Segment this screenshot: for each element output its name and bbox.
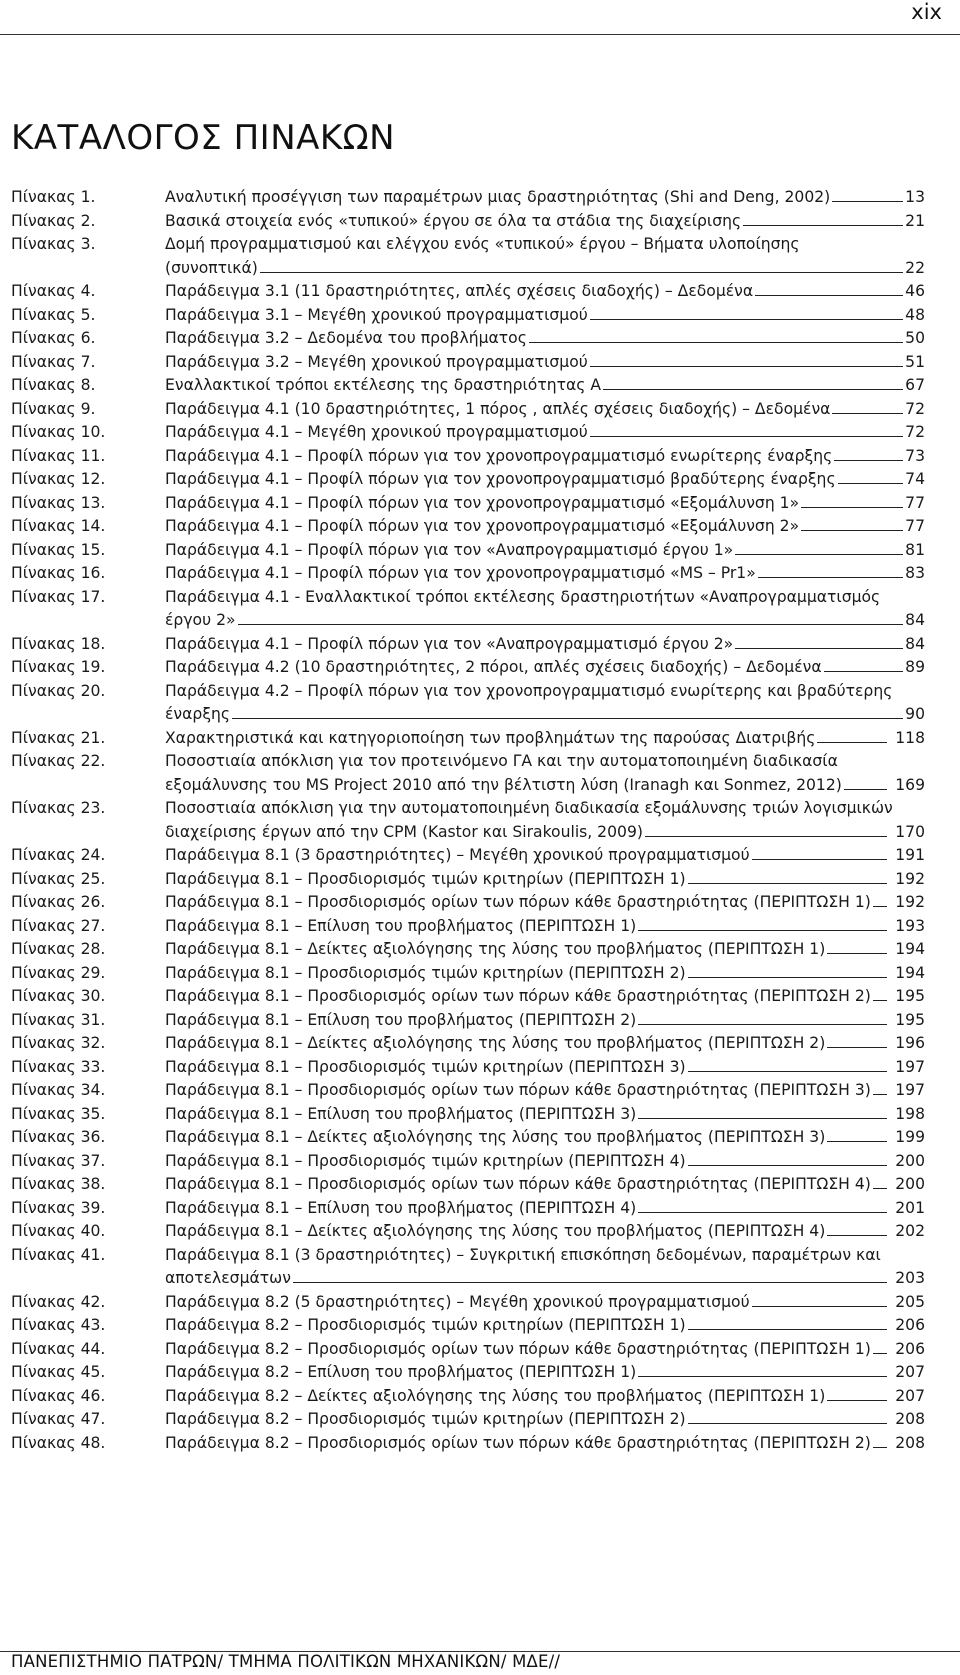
toc-entry[interactable] bbox=[11, 1361, 925, 1385]
toc-entry-title: Αναλυτική προσέγγιση των παραμέτρων μιας δραστηριότητας (Shi and Deng, 2002) bbox=[165, 188, 831, 206]
toc-entry-label: Πίνακας 39. bbox=[11, 1198, 106, 1217]
toc-leader-line bbox=[827, 1126, 887, 1142]
toc-entry-label: Πίνακας 20. bbox=[11, 681, 106, 700]
toc-leader-line bbox=[838, 468, 904, 484]
toc-leader-line bbox=[743, 210, 903, 226]
toc-entry[interactable] bbox=[11, 210, 925, 234]
toc-entry-label: Πίνακας 43. bbox=[11, 1316, 106, 1334]
toc-entry-label: Πίνακας 15. bbox=[11, 540, 106, 559]
toc-entry-title: Παράδειγμα 8.2 – Προσδιορισμός τιμών κριτηρίων (ΠΕΡΙΠΤΩΣΗ 2) bbox=[165, 1410, 686, 1428]
toc-entry-title: Παράδειγμα 8.1 (3 δραστηριότητες) – Μεγέθη χρονικού προγραμματισμού bbox=[165, 846, 750, 864]
toc-entry-page: 118 bbox=[895, 728, 925, 747]
toc-leader-line bbox=[758, 562, 903, 578]
toc-entry-title: Παράδειγμα 8.1 – Επίλυση του προβλήματος (ΠΕΡΙΠΤΩΣΗ 2) bbox=[165, 1010, 637, 1029]
toc-entry-page: 195 bbox=[895, 987, 925, 1005]
toc-entry[interactable] bbox=[11, 562, 925, 586]
toc-entry-title: Παράδειγμα 8.1 – Δείκτες αξιολόγησης της λύσης του προβλήματος (ΠΕΡΙΠΤΩΣΗ 1) bbox=[165, 940, 826, 958]
toc-entry-label: Πίνακας 23. bbox=[11, 799, 106, 817]
toc-entry-title: Παράδειγμα 4.1 – Μεγέθη χρονικού προγραμματισμού bbox=[165, 423, 588, 441]
toc-entry-title: Παράδειγμα 8.1 – Προσδιορισμός ορίων των πόρων κάθε δραστηριότητας (ΠΕΡΙΠΤΩΣΗ 1) bbox=[165, 893, 871, 911]
toc-entry-label: Πίνακας 4. bbox=[11, 282, 96, 300]
toc-leader-line bbox=[293, 1267, 887, 1283]
toc-entry-label: Πίνακας 46. bbox=[11, 1386, 106, 1405]
toc-entry[interactable] bbox=[11, 492, 925, 516]
toc-entry-title: Παράδειγμα 3.2 – Μεγέθη χρονικού προγραμματισμού bbox=[165, 352, 588, 371]
page-number: xix bbox=[911, 0, 942, 24]
toc-entry[interactable] bbox=[11, 1338, 925, 1362]
toc-leader-line bbox=[827, 1220, 887, 1236]
toc-entry-label: Πίνακας 40. bbox=[11, 1222, 106, 1240]
toc-entry-label: Πίνακας 42. bbox=[11, 1292, 106, 1311]
toc-entry-page: 193 bbox=[895, 916, 925, 935]
toc-entry-page: 199 bbox=[895, 1128, 925, 1146]
toc-entry-title-cont: διαχείρισης έργων από την CPM (Kastor και Sirakoulis, 2009) bbox=[165, 822, 643, 841]
toc-entry[interactable] bbox=[11, 1079, 925, 1103]
toc-leader-line bbox=[755, 280, 903, 296]
toc-entry-page: 48 bbox=[905, 305, 925, 324]
toc-entry-label: Πίνακας 2. bbox=[11, 211, 96, 230]
toc-entry-label: Πίνακας 44. bbox=[11, 1339, 106, 1358]
toc-entry-title: Παράδειγμα 8.1 – Δείκτες αξιολόγησης της λύσης του προβλήματος (ΠΕΡΙΠΤΩΣΗ 4) bbox=[165, 1222, 826, 1240]
toc-entry-label: Πίνακας 14. bbox=[11, 517, 106, 535]
toc-entry-title: Παράδειγμα 8.2 – Προσδιορισμός τιμών κριτηρίων (ΠΕΡΙΠΤΩΣΗ 1) bbox=[165, 1316, 686, 1334]
toc-entry[interactable] bbox=[11, 938, 925, 962]
toc-entry[interactable] bbox=[11, 1432, 925, 1456]
toc-entry[interactable] bbox=[11, 374, 925, 398]
toc-entry-page: 192 bbox=[895, 869, 925, 888]
toc-entry[interactable] bbox=[11, 304, 925, 328]
toc-leader-line bbox=[801, 492, 903, 508]
toc-entry-page: 205 bbox=[895, 1292, 925, 1311]
page-title: ΚΑΤΑΛΟΓΟΣ ΠΙΝΑΚΩΝ bbox=[11, 118, 396, 158]
toc-entry-page: 202 bbox=[895, 1222, 925, 1240]
toc-entry-title: Παράδειγμα 8.2 – Επίλυση του προβλήματος (ΠΕΡΙΠΤΩΣΗ 1) bbox=[165, 1363, 637, 1381]
toc-leader-line bbox=[873, 1338, 887, 1354]
toc-leader-line bbox=[590, 421, 903, 437]
toc-entry-title: Παράδειγμα 4.1 – Προφίλ πόρων για τον χρονοπρογραμματισμό «Εξομάλυνση 2» bbox=[165, 517, 800, 535]
toc-entry-title: Παράδειγμα 8.1 – Επίλυση του προβλήματος (ΠΕΡΙΠΤΩΣΗ 1) bbox=[165, 916, 637, 935]
toc-entry-page: 195 bbox=[895, 1010, 925, 1029]
toc-entry-title: Παράδειγμα 8.1 – Επίλυση του προβλήματος (ΠΕΡΙΠΤΩΣΗ 4) bbox=[165, 1198, 637, 1217]
toc-entry[interactable] bbox=[11, 727, 925, 751]
toc-leader-line bbox=[735, 633, 903, 649]
toc-entry[interactable] bbox=[11, 1173, 925, 1197]
toc-leader-line bbox=[590, 351, 903, 367]
toc-entry-page: 197 bbox=[895, 1057, 925, 1076]
toc-entry-page: 13 bbox=[905, 188, 925, 206]
toc-leader-line bbox=[688, 962, 888, 978]
toc-entry-label: Πίνακας 16. bbox=[11, 564, 106, 582]
toc-entry-title: Παράδειγμα 4.1 – Προφίλ πόρων για τον χρονοπρογραμματισμό ενωρίτερης έναρξης bbox=[165, 446, 833, 465]
toc-entry-page: 194 bbox=[895, 940, 925, 958]
toc-entry[interactable] bbox=[11, 233, 925, 280]
toc-entry-label: Πίνακας 5. bbox=[11, 305, 96, 324]
toc-entry[interactable] bbox=[11, 421, 925, 445]
toc-leader-line bbox=[638, 1009, 887, 1025]
toc-entry-label: Πίνακας 35. bbox=[11, 1104, 106, 1123]
toc-entry-label: Πίνακας 25. bbox=[11, 869, 106, 888]
toc-entry[interactable] bbox=[11, 633, 925, 657]
toc-entry-label: Πίνακας 19. bbox=[11, 658, 106, 676]
toc-entry-label: Πίνακας 8. bbox=[11, 376, 96, 394]
toc-entry-title: Παράδειγμα 4.2 (10 δραστηριότητες, 2 πόροι, απλές σχέσεις διαδοχής) – Δεδομένα bbox=[165, 658, 822, 676]
toc-entry-title: Παράδειγμα 8.2 – Προσδιορισμός ορίων των πόρων κάθε δραστηριότητας (ΠΕΡΙΠΤΩΣΗ 1) bbox=[165, 1339, 871, 1358]
toc-entry-label: Πίνακας 37. bbox=[11, 1151, 106, 1170]
toc-entry-page: 194 bbox=[895, 963, 925, 982]
toc-entry[interactable] bbox=[11, 468, 925, 492]
toc-entry-title: Παράδειγμα 8.1 – Επίλυση του προβλήματος (ΠΕΡΙΠΤΩΣΗ 3) bbox=[165, 1104, 637, 1123]
toc-entry[interactable] bbox=[11, 186, 925, 210]
toc-entry[interactable] bbox=[11, 351, 925, 375]
toc-entry-page: 207 bbox=[895, 1363, 925, 1381]
toc-entry-page: 169 bbox=[895, 775, 925, 794]
toc-leader-line bbox=[603, 374, 903, 390]
toc-entry-title: Παράδειγμα 8.1 – Προσδιορισμός ορίων των πόρων κάθε δραστηριότητας (ΠΕΡΙΠΤΩΣΗ 3) bbox=[165, 1081, 871, 1099]
toc-entry[interactable] bbox=[11, 1126, 925, 1150]
toc-entry[interactable] bbox=[11, 750, 925, 797]
toc-entry-label: Πίνακας 7. bbox=[11, 352, 96, 371]
toc-entry-page: 74 bbox=[905, 470, 925, 488]
toc-entry-label: Πίνακας 17. bbox=[11, 587, 106, 606]
toc-entry-title: Παράδειγμα 8.1 – Προσδιορισμός τιμών κριτηρίων (ΠΕΡΙΠΤΩΣΗ 1) bbox=[165, 869, 686, 888]
toc-entry-label: Πίνακας 21. bbox=[11, 728, 106, 747]
toc-entry-title: Παράδειγμα 4.2 – Προφίλ πόρων για τον χρονοπρογραμματισμό ενωρίτερης και βραδύτερης bbox=[165, 681, 893, 700]
toc-entry-label: Πίνακας 31. bbox=[11, 1010, 106, 1029]
footer-text: ΠΑΝΕΠΙΣΤΗΜΙΟ ΠΑΤΡΩΝ/ ΤΜΗΜΑ ΠΟΛΙΤΙΚΩΝ ΜΗΧΑΝΙΚΩΝ/ ΜΔΕ// bbox=[11, 1652, 561, 1671]
toc-leader-line bbox=[817, 727, 887, 743]
toc-entry-label: Πίνακας 28. bbox=[11, 940, 106, 958]
toc-entry-title: Ποσοστιαία απόκλιση για την αυτοματοποιημένη διαδικασία εξομάλυνσης τριών λογισμικών bbox=[165, 799, 893, 817]
toc-entry-title: Δομή προγραμματισμού και ελέγχου ενός «τυπικού» έργου – Βήματα υλοποίησης bbox=[165, 235, 800, 253]
toc-entry-title-cont: (συνοπτικά) bbox=[165, 258, 258, 277]
toc-entry[interactable] bbox=[11, 1408, 925, 1432]
toc-entry-title-cont: αποτελεσμάτων bbox=[165, 1269, 291, 1287]
toc-entry[interactable] bbox=[11, 680, 925, 727]
toc-entry-title: Παράδειγμα 8.2 (5 δραστηριότητες) – Μεγέθη χρονικού προγραμματισμού bbox=[165, 1292, 750, 1311]
toc-entry-page: 81 bbox=[905, 540, 925, 559]
toc-entry-title-cont: έναρξης bbox=[165, 705, 231, 723]
toc-leader-line bbox=[638, 1361, 887, 1377]
toc-entry-page: 67 bbox=[905, 376, 925, 394]
toc-entry-page: 208 bbox=[895, 1410, 925, 1428]
toc-leader-line bbox=[827, 938, 887, 954]
toc-entry-page: 203 bbox=[895, 1269, 925, 1287]
toc-entry-label: Πίνακας 36. bbox=[11, 1128, 106, 1146]
toc-entry-title: Παράδειγμα 8.1 – Προσδιορισμός ορίων των πόρων κάθε δραστηριότητας (ΠΕΡΙΠΤΩΣΗ 4) bbox=[165, 1175, 871, 1193]
toc-entry-title: Παράδειγμα 8.2 – Προσδιορισμός ορίων των πόρων κάθε δραστηριότητας (ΠΕΡΙΠΤΩΣΗ 2) bbox=[165, 1433, 871, 1452]
toc-leader-line bbox=[873, 1079, 887, 1095]
toc-entry-title: Παράδειγμα 8.1 – Δείκτες αξιολόγησης της λύσης του προβλήματος (ΠΕΡΙΠΤΩΣΗ 3) bbox=[165, 1128, 826, 1146]
toc-leader-line bbox=[645, 821, 887, 837]
toc-entry-page: 170 bbox=[895, 822, 925, 841]
toc-entry[interactable] bbox=[11, 280, 925, 304]
toc-entry-label: Πίνακας 47. bbox=[11, 1410, 106, 1428]
toc-entry-label: Πίνακας 3. bbox=[11, 235, 96, 253]
toc-entry-page: 198 bbox=[895, 1104, 925, 1123]
toc-entry[interactable] bbox=[11, 844, 925, 868]
toc-entry-page: 206 bbox=[895, 1339, 925, 1358]
toc-entry[interactable] bbox=[11, 445, 925, 469]
toc-entry[interactable] bbox=[11, 868, 925, 892]
toc-entry[interactable] bbox=[11, 398, 925, 422]
toc-entry-title: Ποσοστιαία απόκλιση για τον προτεινόμενο ΓΑ και την αυτοματοποιημένη διαδικασία bbox=[165, 752, 838, 770]
toc-entry-label: Πίνακας 12. bbox=[11, 470, 106, 488]
toc-leader-line bbox=[529, 327, 903, 343]
toc-entry[interactable] bbox=[11, 915, 925, 939]
toc-leader-line bbox=[260, 257, 903, 273]
toc-leader-line bbox=[873, 891, 887, 907]
toc-entry-page: 83 bbox=[905, 564, 925, 582]
toc-entry-title: Παράδειγμα 4.1 – Προφίλ πόρων για τον «Αναπρογραμματισμό έργου 1» bbox=[165, 540, 734, 559]
toc-leader-line bbox=[844, 774, 887, 790]
toc-entry-label: Πίνακας 18. bbox=[11, 634, 106, 653]
toc-entry-title: Παράδειγμα 3.1 – Μεγέθη χρονικού προγραμματισμού bbox=[165, 305, 588, 324]
toc-entry-title: Παράδειγμα 8.1 – Προσδιορισμός ορίων των πόρων κάθε δραστηριότητας (ΠΕΡΙΠΤΩΣΗ 2) bbox=[165, 987, 871, 1005]
toc-entry-label: Πίνακας 24. bbox=[11, 846, 106, 864]
toc-entry-page: 196 bbox=[895, 1034, 925, 1052]
toc-entry-label: Πίνακας 45. bbox=[11, 1363, 106, 1381]
toc-entry-page: 46 bbox=[905, 282, 925, 300]
toc-leader-line bbox=[873, 1173, 887, 1189]
toc-entry-title: Παράδειγμα 3.2 – Δεδομένα του προβλήματος bbox=[165, 329, 527, 347]
toc-entry[interactable] bbox=[11, 515, 925, 539]
toc-entry-title: Παράδειγμα 8.1 (3 δραστηριότητες) – Συγκριτική επισκόπηση δεδομένων, παραμέτρων και bbox=[165, 1245, 881, 1264]
toc-entry[interactable] bbox=[11, 539, 925, 563]
toc-leader-line bbox=[688, 868, 888, 884]
toc-leader-line bbox=[824, 656, 904, 672]
toc-entry-label: Πίνακας 41. bbox=[11, 1245, 106, 1264]
toc-leader-line bbox=[832, 186, 903, 202]
toc-entry-label: Πίνακας 11. bbox=[11, 446, 106, 465]
toc-entry-label: Πίνακας 48. bbox=[11, 1433, 106, 1452]
toc-leader-line bbox=[688, 1056, 888, 1072]
toc-entry[interactable] bbox=[11, 985, 925, 1009]
toc-leader-line bbox=[752, 844, 888, 860]
toc-entry[interactable] bbox=[11, 327, 925, 351]
toc-leader-line bbox=[827, 1385, 887, 1401]
toc-leader-line bbox=[638, 915, 887, 931]
toc-entry-title: Εναλλακτικοί τρόποι εκτέλεσης της δραστηριότητας Α bbox=[165, 376, 602, 394]
toc-entry-label: Πίνακας 10. bbox=[11, 423, 106, 441]
toc-entry[interactable] bbox=[11, 1314, 925, 1338]
toc-entry-title: Παράδειγμα 4.1 – Προφίλ πόρων για τον «Αναπρογραμματισμό έργου 2» bbox=[165, 634, 734, 653]
toc-entry[interactable] bbox=[11, 586, 925, 633]
toc-entry[interactable] bbox=[11, 1291, 925, 1315]
toc-entry-title: Παράδειγμα 4.1 - Εναλλακτικοί τρόποι εκτέλεσης δραστηριοτήτων «Αναπρογραμματισμός bbox=[165, 587, 881, 606]
toc-leader-line bbox=[873, 1432, 887, 1448]
toc-leader-line bbox=[232, 703, 903, 719]
toc-entry[interactable] bbox=[11, 1244, 925, 1291]
toc-entry-page: 51 bbox=[905, 352, 925, 371]
toc-entry-title: Βασικά στοιχεία ενός «τυπικού» έργου σε όλα τα στάδια της διαχείρισης bbox=[165, 211, 742, 230]
toc-leader-line bbox=[873, 985, 887, 1001]
toc-leader-line bbox=[735, 539, 903, 555]
toc-entry-title: Παράδειγμα 4.1 – Προφίλ πόρων για τον χρονοπρογραμματισμό «Εξομάλυνση 1» bbox=[165, 493, 800, 512]
toc-entry-page: 207 bbox=[895, 1386, 925, 1405]
toc-entry[interactable] bbox=[11, 1220, 925, 1244]
toc-entry-page: 192 bbox=[895, 893, 925, 911]
toc-entry-page: 22 bbox=[905, 258, 925, 277]
toc-entry-label: Πίνακας 38. bbox=[11, 1175, 106, 1193]
toc-leader-line bbox=[834, 445, 903, 461]
toc-entry-page: 84 bbox=[905, 634, 925, 653]
toc-leader-line bbox=[238, 609, 904, 625]
toc-leader-line bbox=[752, 1291, 888, 1307]
toc-entry[interactable] bbox=[11, 1056, 925, 1080]
toc-entry-label: Πίνακας 9. bbox=[11, 399, 96, 418]
toc-entry-page: 72 bbox=[905, 399, 925, 418]
toc-entry[interactable] bbox=[11, 891, 925, 915]
toc-entry-title: Παράδειγμα 3.1 (11 δραστηριότητες, απλές σχέσεις διαδοχής) – Δεδομένα bbox=[165, 282, 754, 300]
toc-entry-title: Παράδειγμα 8.1 – Προσδιορισμός τιμών κριτηρίων (ΠΕΡΙΠΤΩΣΗ 3) bbox=[165, 1057, 686, 1076]
toc-entry-title: Παράδειγμα 4.1 – Προφίλ πόρων για τον χρονοπρογραμματισμό βραδύτερης έναρξης bbox=[165, 470, 836, 488]
toc-entry-page: 89 bbox=[905, 658, 925, 676]
toc-entry[interactable] bbox=[11, 656, 925, 680]
toc-entry-page: 77 bbox=[905, 517, 925, 535]
toc-entry[interactable] bbox=[11, 1385, 925, 1409]
toc-entry-page: 73 bbox=[905, 446, 925, 465]
toc-entry-title: Παράδειγμα 8.2 – Δείκτες αξιολόγησης της λύσης του προβλήματος (ΠΕΡΙΠΤΩΣΗ 1) bbox=[165, 1386, 826, 1405]
toc-entry[interactable] bbox=[11, 1197, 925, 1221]
toc-entry-title: Παράδειγμα 8.1 – Προσδιορισμός τιμών κριτηρίων (ΠΕΡΙΠΤΩΣΗ 4) bbox=[165, 1151, 686, 1170]
toc-entry[interactable] bbox=[11, 1009, 925, 1033]
toc-leader-line bbox=[638, 1197, 887, 1213]
toc-entry-page: 21 bbox=[905, 211, 925, 230]
toc-entry-page: 201 bbox=[895, 1198, 925, 1217]
toc-entry-label: Πίνακας 32. bbox=[11, 1034, 106, 1052]
toc-entry-label: Πίνακας 33. bbox=[11, 1057, 106, 1076]
toc-entry-page: 208 bbox=[895, 1433, 925, 1452]
toc-entry-label: Πίνακας 30. bbox=[11, 987, 106, 1005]
toc-entry-page: 50 bbox=[905, 329, 925, 347]
toc-entry-label: Πίνακας 13. bbox=[11, 493, 106, 512]
toc-entry-label: Πίνακας 22. bbox=[11, 752, 106, 770]
toc-entry-title: Παράδειγμα 8.1 – Προσδιορισμός τιμών κριτηρίων (ΠΕΡΙΠΤΩΣΗ 2) bbox=[165, 963, 686, 982]
toc-leader-line bbox=[688, 1408, 888, 1424]
toc-leader-line bbox=[801, 515, 903, 531]
toc-leader-line bbox=[688, 1150, 888, 1166]
header-rule bbox=[0, 34, 960, 35]
toc-entry-title-cont: εξομάλυνσης του MS Project 2010 από την βέλτιστη λύση (Iranagh και Sonmez, 2012) bbox=[165, 775, 842, 794]
toc-entry-page: 90 bbox=[905, 705, 925, 723]
toc-entry[interactable] bbox=[11, 1150, 925, 1174]
toc-entry[interactable] bbox=[11, 1103, 925, 1127]
toc-entry[interactable] bbox=[11, 1032, 925, 1056]
toc-leader-line bbox=[688, 1314, 888, 1330]
toc-leader-line bbox=[590, 304, 903, 320]
toc-entry-label: Πίνακας 26. bbox=[11, 893, 106, 911]
toc-entry-title-cont: έργου 2» bbox=[165, 611, 236, 629]
toc-entry-label: Πίνακας 27. bbox=[11, 916, 106, 935]
toc-entry-title: Παράδειγμα 4.1 – Προφίλ πόρων για τον χρονοπρογραμματισμό «MS – Pr1» bbox=[165, 564, 756, 582]
toc-entry-page: 72 bbox=[905, 423, 925, 441]
toc-leader-line bbox=[827, 1032, 887, 1048]
toc-entry[interactable] bbox=[11, 797, 925, 844]
toc-entry-title: Παράδειγμα 8.1 – Δείκτες αξιολόγησης της λύσης του προβλήματος (ΠΕΡΙΠΤΩΣΗ 2) bbox=[165, 1034, 826, 1052]
toc-entry-title: Χαρακτηριστικά και κατηγοριοποίηση των προβλημάτων της παρούσας Διατριβής bbox=[165, 728, 816, 747]
toc-entry-page: 206 bbox=[895, 1316, 925, 1334]
toc-entry-label: Πίνακας 34. bbox=[11, 1081, 106, 1099]
toc-entry-label: Πίνακας 1. bbox=[11, 188, 96, 206]
toc-entry-label: Πίνακας 29. bbox=[11, 963, 106, 982]
toc-entry-page: 197 bbox=[895, 1081, 925, 1099]
table-of-contents bbox=[11, 186, 925, 1455]
toc-leader-line bbox=[638, 1103, 887, 1119]
toc-entry-title: Παράδειγμα 4.1 (10 δραστηριότητες, 1 πόρος , απλές σχέσεις διαδοχής) – Δεδομένα bbox=[165, 399, 831, 418]
toc-entry-page: 200 bbox=[895, 1175, 925, 1193]
toc-entry-page: 200 bbox=[895, 1151, 925, 1170]
toc-leader-line bbox=[832, 398, 903, 414]
toc-entry[interactable] bbox=[11, 962, 925, 986]
toc-entry-label: Πίνακας 6. bbox=[11, 329, 96, 347]
toc-entry-page: 191 bbox=[895, 846, 925, 864]
toc-entry-page: 77 bbox=[905, 493, 925, 512]
toc-entry-page: 84 bbox=[905, 611, 925, 629]
